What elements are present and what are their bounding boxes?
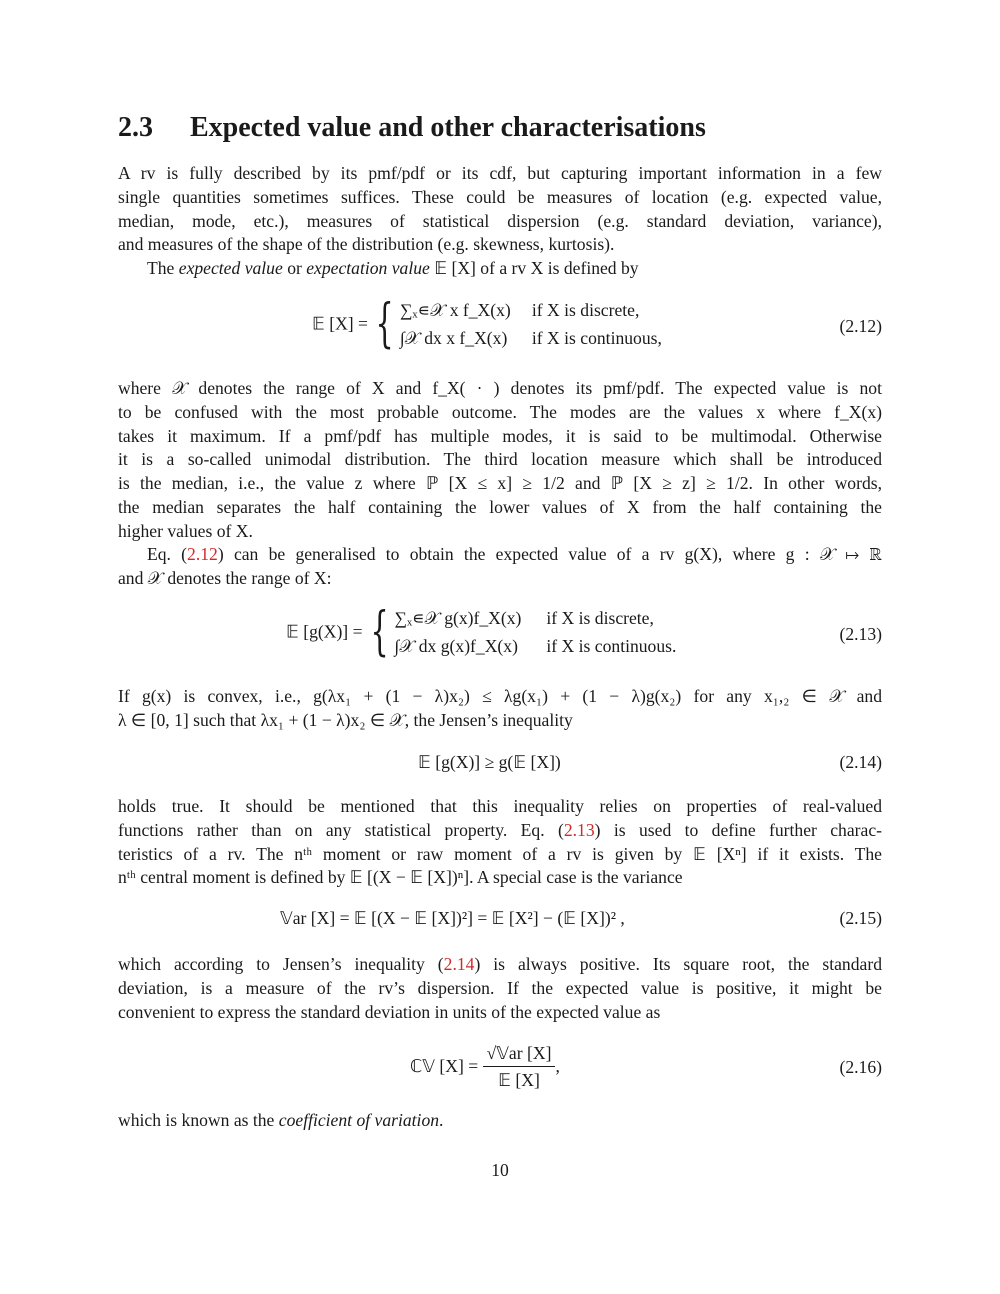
text-line: nᵗʰ central moment is defined by 𝔼 [(X − 𝔼 [X])ⁿ]. A special case is the variance <box>118 867 683 888</box>
paragraph-coefficient-of-variation <box>118 1109 882 1133</box>
eq-body: 𝔼 [g(X)] ≥ g(𝔼 [X]) <box>418 752 561 772</box>
term-expectation-value: expectation value <box>306 258 430 278</box>
text-line: and measures of the shape of the distribution (e.g. skewness, kurtosis). <box>118 234 615 255</box>
equation-2-15 <box>118 908 882 934</box>
equation-number: (2.13) <box>839 624 882 644</box>
text-span: ) is always positive. Its square root, the standard <box>474 954 882 974</box>
eq-condition: if X is continuous, <box>531 328 662 348</box>
fraction-numerator: √𝕍ar [X] <box>483 1040 556 1067</box>
text-line: single quantities sometimes suffices. These could be measures of location (e.g. expected value, <box>118 186 882 207</box>
text-span: 𝔼 [X] of a rv X is defined by <box>429 258 639 278</box>
fraction-denominator: 𝔼 [X] <box>498 1070 540 1090</box>
text-line: the median separates the half containing the lower values of X from the half containing the <box>118 496 882 517</box>
eq-lhs: 𝔼 [X] = <box>312 313 368 334</box>
text-line: it is a so-called unimodal distribution. The third location measure which shall be introduced <box>118 449 882 470</box>
text-span: which is known as the <box>118 1110 279 1130</box>
eq-case: ∫𝒳 dx x f_X(x) <box>399 328 508 348</box>
text-span: Eq. ( <box>147 544 188 564</box>
text-line: to be confused with the most probable outcome. The modes are the values x where f_X(x) <box>118 401 882 422</box>
text-line: and 𝒳 denotes the range of X: <box>118 567 332 588</box>
paragraph-intro <box>118 162 882 257</box>
eq-case: ∫𝒳 dx g(x)f_X(x) <box>394 636 518 656</box>
eq-condition: if X is discrete, <box>531 300 640 320</box>
text-line: holds true. It should be mentioned that this inequality relies on properties of real-valued <box>118 796 882 816</box>
equation-number: (2.12) <box>839 316 882 336</box>
section-heading <box>118 110 882 146</box>
brace-icon: { <box>375 294 395 354</box>
eq-cases <box>394 604 676 660</box>
text-line: is the median, i.e., the value z where ℙ [X ≤ x] ≥ 1/2 and ℙ [X ≥ z] ≥ 1/2. In other words, <box>118 473 882 494</box>
eq-condition: if X is continuous. <box>546 636 677 656</box>
equation-number: (2.16) <box>839 1057 882 1077</box>
text-line: median, mode, etc.), measures of statistical dispersion (e.g. standard deviation, variance), <box>118 210 882 231</box>
text-line: convenient to express the standard deviation in units of the expected value as <box>118 1001 661 1022</box>
text-span: functions rather than on any statistical property. Eq. ( <box>118 819 564 840</box>
paragraph-modes-median <box>118 377 882 544</box>
text-span: or <box>282 258 307 278</box>
text-line <box>118 543 882 567</box>
paragraph-convexity <box>118 685 882 733</box>
fraction <box>483 1040 556 1093</box>
equation-ref-link[interactable]: 2.13 <box>563 819 595 840</box>
term-coefficient-of-variation: coefficient of variation <box>278 1110 440 1130</box>
text-span: The <box>147 258 179 278</box>
text-span: which according to Jensen’s inequality ( <box>118 954 444 974</box>
equation-2-16 <box>118 1040 882 1096</box>
term-expected-value: expected value <box>178 258 283 278</box>
text-line: teristics of a rv. The nᵗʰ moment or raw moment of a rv is given by 𝔼 [Xⁿ] if it exists. The <box>118 843 882 864</box>
equation-ref-link[interactable]: 2.12 <box>187 544 218 564</box>
text-span: ) can be generalised to obtain the expected value of a rv g(X), where g : 𝒳 ↦ ℝ <box>217 544 882 564</box>
text-line <box>118 819 882 843</box>
paragraph-standard-deviation <box>118 953 882 1024</box>
text-span: . <box>439 1110 444 1130</box>
eq-body: 𝕍ar [X] = 𝔼 [(X − 𝔼 [X])²] = 𝔼 [X²] − (𝔼 [X])² , <box>280 908 625 928</box>
paragraph-expected-value-def <box>118 257 882 281</box>
text-line: takes it maximum. If a pmf/pdf has multiple modes, it is said to be multimodal. Otherwise <box>118 425 882 446</box>
text-line: If g(x) is convex, i.e., g(λx₁ + (1 − λ)x₂) ≤ λg(x₁) + (1 − λ)g(x₂) for any x₁,₂ ∈ 𝒳 and <box>118 686 882 706</box>
paragraph-moments <box>118 795 882 890</box>
eq-lhs: 𝔼 [g(X)] = <box>286 621 363 642</box>
equation-ref-link[interactable]: 2.14 <box>443 954 475 974</box>
eq-condition: if X is discrete, <box>546 608 654 628</box>
equation-number: (2.14) <box>839 752 882 772</box>
text-span: ) is used to define further charac- <box>594 819 882 840</box>
eq-tail: , <box>555 1056 560 1076</box>
section-number: 2.3 <box>118 112 153 143</box>
text-line: deviation, is a measure of the rv’s dispersion. If the expected value is positive, it might be <box>118 977 882 998</box>
text-line <box>118 953 882 977</box>
eq-cases <box>400 296 662 352</box>
equation-2-12 <box>118 296 882 360</box>
text-line: A rv is fully described by its pmf/pdf or its cdf, but capturing important information in a few <box>118 163 882 183</box>
section-title: Expected value and other characterisations <box>190 112 706 143</box>
text-line: higher values of X. <box>118 520 253 541</box>
paragraph-generalisation <box>118 543 882 591</box>
equation-2-14 <box>118 752 882 778</box>
brace-icon: { <box>370 602 389 662</box>
text-line: λ ∈ [0, 1] such that λx₁ + (1 − λ)x₂ ∈ 𝒳, the Jensen’s inequality <box>118 709 573 730</box>
text-line: where 𝒳 denotes the range of X and f_X( · ) denotes its pmf/pdf. The expected value is not <box>118 378 882 398</box>
equation-2-13 <box>118 604 882 668</box>
eq-lhs: ℂ𝕍 [X] = <box>410 1056 479 1076</box>
eq-case: ∑ₓ∊𝒳 x f_X(x) <box>399 300 511 320</box>
eq-case: ∑ₓ∊𝒳 g(x)f_X(x) <box>394 608 522 628</box>
equation-number: (2.15) <box>839 908 882 928</box>
page-number: 10 <box>491 1160 509 1180</box>
